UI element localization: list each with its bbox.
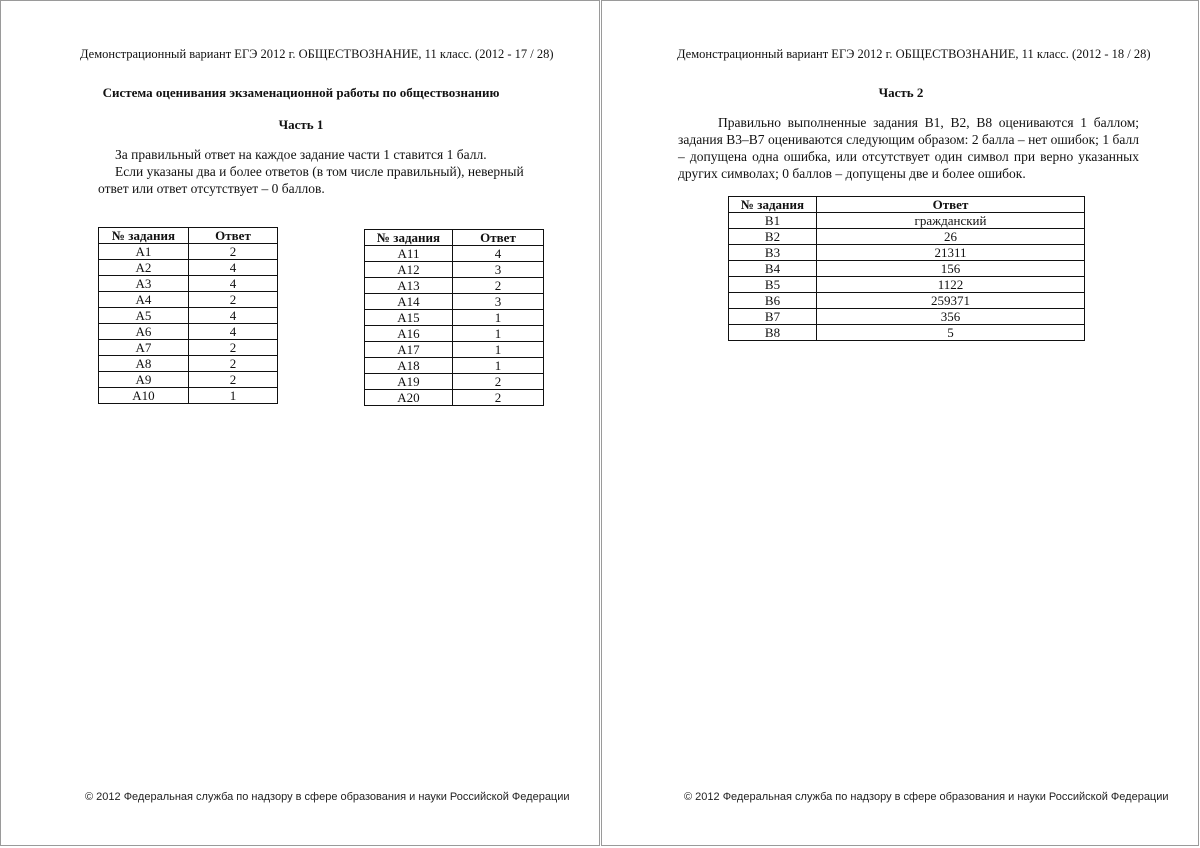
table-row: [99, 244, 278, 260]
table-row: [365, 374, 544, 390]
part1-paragraph-1: За правильный ответ на каждое задание части 1 ставится 1 балл.: [115, 147, 487, 162]
task-number-cell: A9: [99, 372, 189, 388]
right-page-header: Демонстрационный вариант ЕГЭ 2012 г. ОБЩЕСТВОЗНАНИЕ, 11 класс. (2012 - 18 / 28): [677, 47, 1151, 61]
table-row: [365, 358, 544, 374]
table-row: [729, 277, 1085, 293]
answer-cell: 259371: [817, 293, 1085, 309]
answer-cell: 1122: [817, 277, 1085, 293]
answer-cell: 1: [453, 326, 544, 342]
part1-paragraph-2: Если указаны два и более ответов (в том числе правильный), неверный ответ или ответ отсутствует – 0 баллов.: [98, 164, 524, 196]
table-row: [365, 278, 544, 294]
answer-cell: 26: [817, 229, 1085, 245]
answer-cell: гражданский: [817, 213, 1085, 229]
task-number-cell: A13: [365, 278, 453, 294]
table-row: [99, 308, 278, 324]
table-row: [365, 326, 544, 342]
task-number-cell: A2: [99, 260, 189, 276]
task-number-cell: A17: [365, 342, 453, 358]
part2-instructions: Правильно выполненные задания B1, B2, B8 оцениваются 1 баллом; задания B3–B7 оцениваются следующим образом: 2 балла – нет ошибок; 1 балл – допущена одна ошибка, или отсутствует один символ при верно указанных других символах; 0 баллов – допущены две и более ошибок.: [678, 115, 1139, 181]
answer-cell: 356: [817, 309, 1085, 325]
task-number-cell: B7: [729, 309, 817, 325]
task-number-cell: B6: [729, 293, 817, 309]
task-number-cell: B4: [729, 261, 817, 277]
table-row: [729, 213, 1085, 229]
task-number-cell: B8: [729, 325, 817, 341]
part1-heading: Часть 1: [278, 117, 324, 132]
task-number-cell: A16: [365, 326, 453, 342]
table-row: [365, 310, 544, 326]
table-header-row: [365, 230, 544, 246]
table-row: [99, 388, 278, 404]
task-number-cell: A10: [99, 388, 189, 404]
task-number-cell: A18: [365, 358, 453, 374]
task-number-cell: A15: [365, 310, 453, 326]
answer-cell: 4: [189, 260, 278, 276]
answer-cell: 4: [189, 308, 278, 324]
answer-cell: 4: [189, 276, 278, 292]
task-number-cell: A7: [99, 340, 189, 356]
answer-cell: 1: [453, 342, 544, 358]
task-number-cell: A6: [99, 324, 189, 340]
task-number-cell: A12: [365, 262, 453, 278]
document-title: Система оценивания экзаменационной работы по обществознанию: [102, 85, 500, 100]
table-row: [99, 356, 278, 372]
answer-cell: 1: [453, 310, 544, 326]
part2-heading: Часть 2: [878, 85, 924, 100]
task-number-cell: B5: [729, 277, 817, 293]
column-header-task: № задания: [365, 230, 453, 246]
left-page-header: Демонстрационный вариант ЕГЭ 2012 г. ОБЩЕСТВОЗНАНИЕ, 11 класс. (2012 - 17 / 28): [80, 47, 554, 61]
table-row: [365, 246, 544, 262]
task-number-cell: A4: [99, 292, 189, 308]
answer-cell: 156: [817, 261, 1085, 277]
right-page-footer: © 2012 Федеральная служба по надзору в сфере образования и науки Российской Федерации: [684, 791, 1169, 803]
column-header-answer: Ответ: [189, 228, 278, 244]
task-number-cell: A14: [365, 294, 453, 310]
task-number-cell: A20: [365, 390, 453, 406]
left-page: [0, 0, 600, 846]
answer-table-b1-b8: [728, 196, 1085, 341]
table-row: [365, 262, 544, 278]
table-row: [365, 390, 544, 406]
answer-table-a1-a10: [98, 227, 278, 404]
answer-cell: 2: [189, 244, 278, 260]
column-header-task: № задания: [729, 197, 817, 213]
answer-cell: 2: [453, 390, 544, 406]
table-row: [729, 325, 1085, 341]
table-header-row: [729, 197, 1085, 213]
part1-instructions: [98, 146, 540, 197]
task-number-cell: A5: [99, 308, 189, 324]
answer-table-a11-a20: [364, 229, 544, 406]
table-row: [99, 292, 278, 308]
answer-cell: 2: [189, 372, 278, 388]
table-row: [99, 340, 278, 356]
answer-cell: 4: [453, 246, 544, 262]
answer-cell: 2: [189, 340, 278, 356]
table-row: [99, 372, 278, 388]
table-header-row: [99, 228, 278, 244]
task-number-cell: B1: [729, 213, 817, 229]
task-number-cell: B3: [729, 245, 817, 261]
table-row: [365, 342, 544, 358]
table-row: [99, 260, 278, 276]
table-row: [365, 294, 544, 310]
answer-cell: 2: [189, 356, 278, 372]
column-header-task: № задания: [99, 228, 189, 244]
task-number-cell: A11: [365, 246, 453, 262]
answer-cell: 3: [453, 294, 544, 310]
left-page-footer: © 2012 Федеральная служба по надзору в сфере образования и науки Российской Федерации: [85, 791, 570, 803]
answer-cell: 1: [189, 388, 278, 404]
answer-cell: 3: [453, 262, 544, 278]
answer-cell: 4: [189, 324, 278, 340]
task-number-cell: A3: [99, 276, 189, 292]
answer-cell: 1: [453, 358, 544, 374]
task-number-cell: A1: [99, 244, 189, 260]
table-row: [99, 324, 278, 340]
answer-cell: 2: [453, 374, 544, 390]
table-row: [729, 229, 1085, 245]
column-header-answer: Ответ: [453, 230, 544, 246]
answer-cell: 5: [817, 325, 1085, 341]
answer-cell: 2: [453, 278, 544, 294]
task-number-cell: A19: [365, 374, 453, 390]
table-row: [729, 309, 1085, 325]
answer-cell: 2: [189, 292, 278, 308]
column-header-answer: Ответ: [817, 197, 1085, 213]
right-page: [601, 0, 1199, 846]
table-row: [729, 261, 1085, 277]
table-row: [729, 245, 1085, 261]
table-row: [99, 276, 278, 292]
task-number-cell: B2: [729, 229, 817, 245]
task-number-cell: A8: [99, 356, 189, 372]
answer-cell: 21311: [817, 245, 1085, 261]
table-row: [729, 293, 1085, 309]
